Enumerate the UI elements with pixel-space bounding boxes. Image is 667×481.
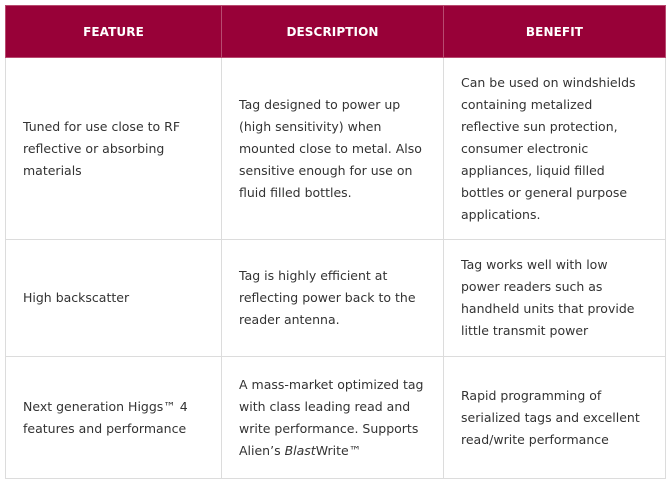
benefit-text: Can be used on windshields containing metalized reflective sun protection, consumer electronic appliances, liquid filled bottles or general purpose applications. bbox=[461, 74, 636, 222]
header-feature: FEATURE bbox=[6, 6, 222, 58]
header-benefit: BENEFIT bbox=[444, 6, 666, 58]
feature-cell bbox=[6, 240, 222, 357]
description-text bbox=[239, 374, 426, 462]
benefit-cell bbox=[444, 357, 666, 479]
table-row bbox=[6, 58, 666, 240]
benefit-cell bbox=[444, 58, 666, 240]
description-suffix: Write™ bbox=[315, 442, 362, 458]
description-text: Tag is highly efficient at reflecting power back to the reader antenna. bbox=[239, 268, 416, 327]
table-row bbox=[6, 357, 666, 479]
description-text: Tag designed to power up (high sensitivity) when mounted close to metal. Also sensitive enough for use on fluid filled bottles. bbox=[239, 96, 422, 200]
feature-table bbox=[5, 5, 666, 479]
description-cell bbox=[222, 357, 444, 479]
feature-cell bbox=[6, 357, 222, 479]
description-italic: Blast bbox=[284, 442, 316, 458]
table-row bbox=[6, 240, 666, 357]
description-cell bbox=[222, 240, 444, 357]
table-header-row bbox=[6, 6, 666, 58]
feature-text: High backscatter bbox=[23, 290, 130, 305]
description-cell bbox=[222, 58, 444, 240]
header-description: DESCRIPTION bbox=[222, 6, 444, 58]
benefit-text: Tag works well with low power readers such as handheld units that provide little transmit power bbox=[461, 257, 635, 338]
feature-text: Next generation Higgs™ 4 features and performance bbox=[23, 398, 188, 436]
benefit-text: Rapid programming of serialized tags and excellent read/write performance bbox=[461, 387, 640, 447]
benefit-cell bbox=[444, 240, 666, 357]
feature-text: Tuned for use close to RF reflective or absorbing materials bbox=[23, 118, 181, 178]
feature-cell bbox=[6, 58, 222, 240]
description-prefix: A mass-market optimized tag with class leading read and write performance. Supports Alien’s bbox=[239, 376, 424, 458]
